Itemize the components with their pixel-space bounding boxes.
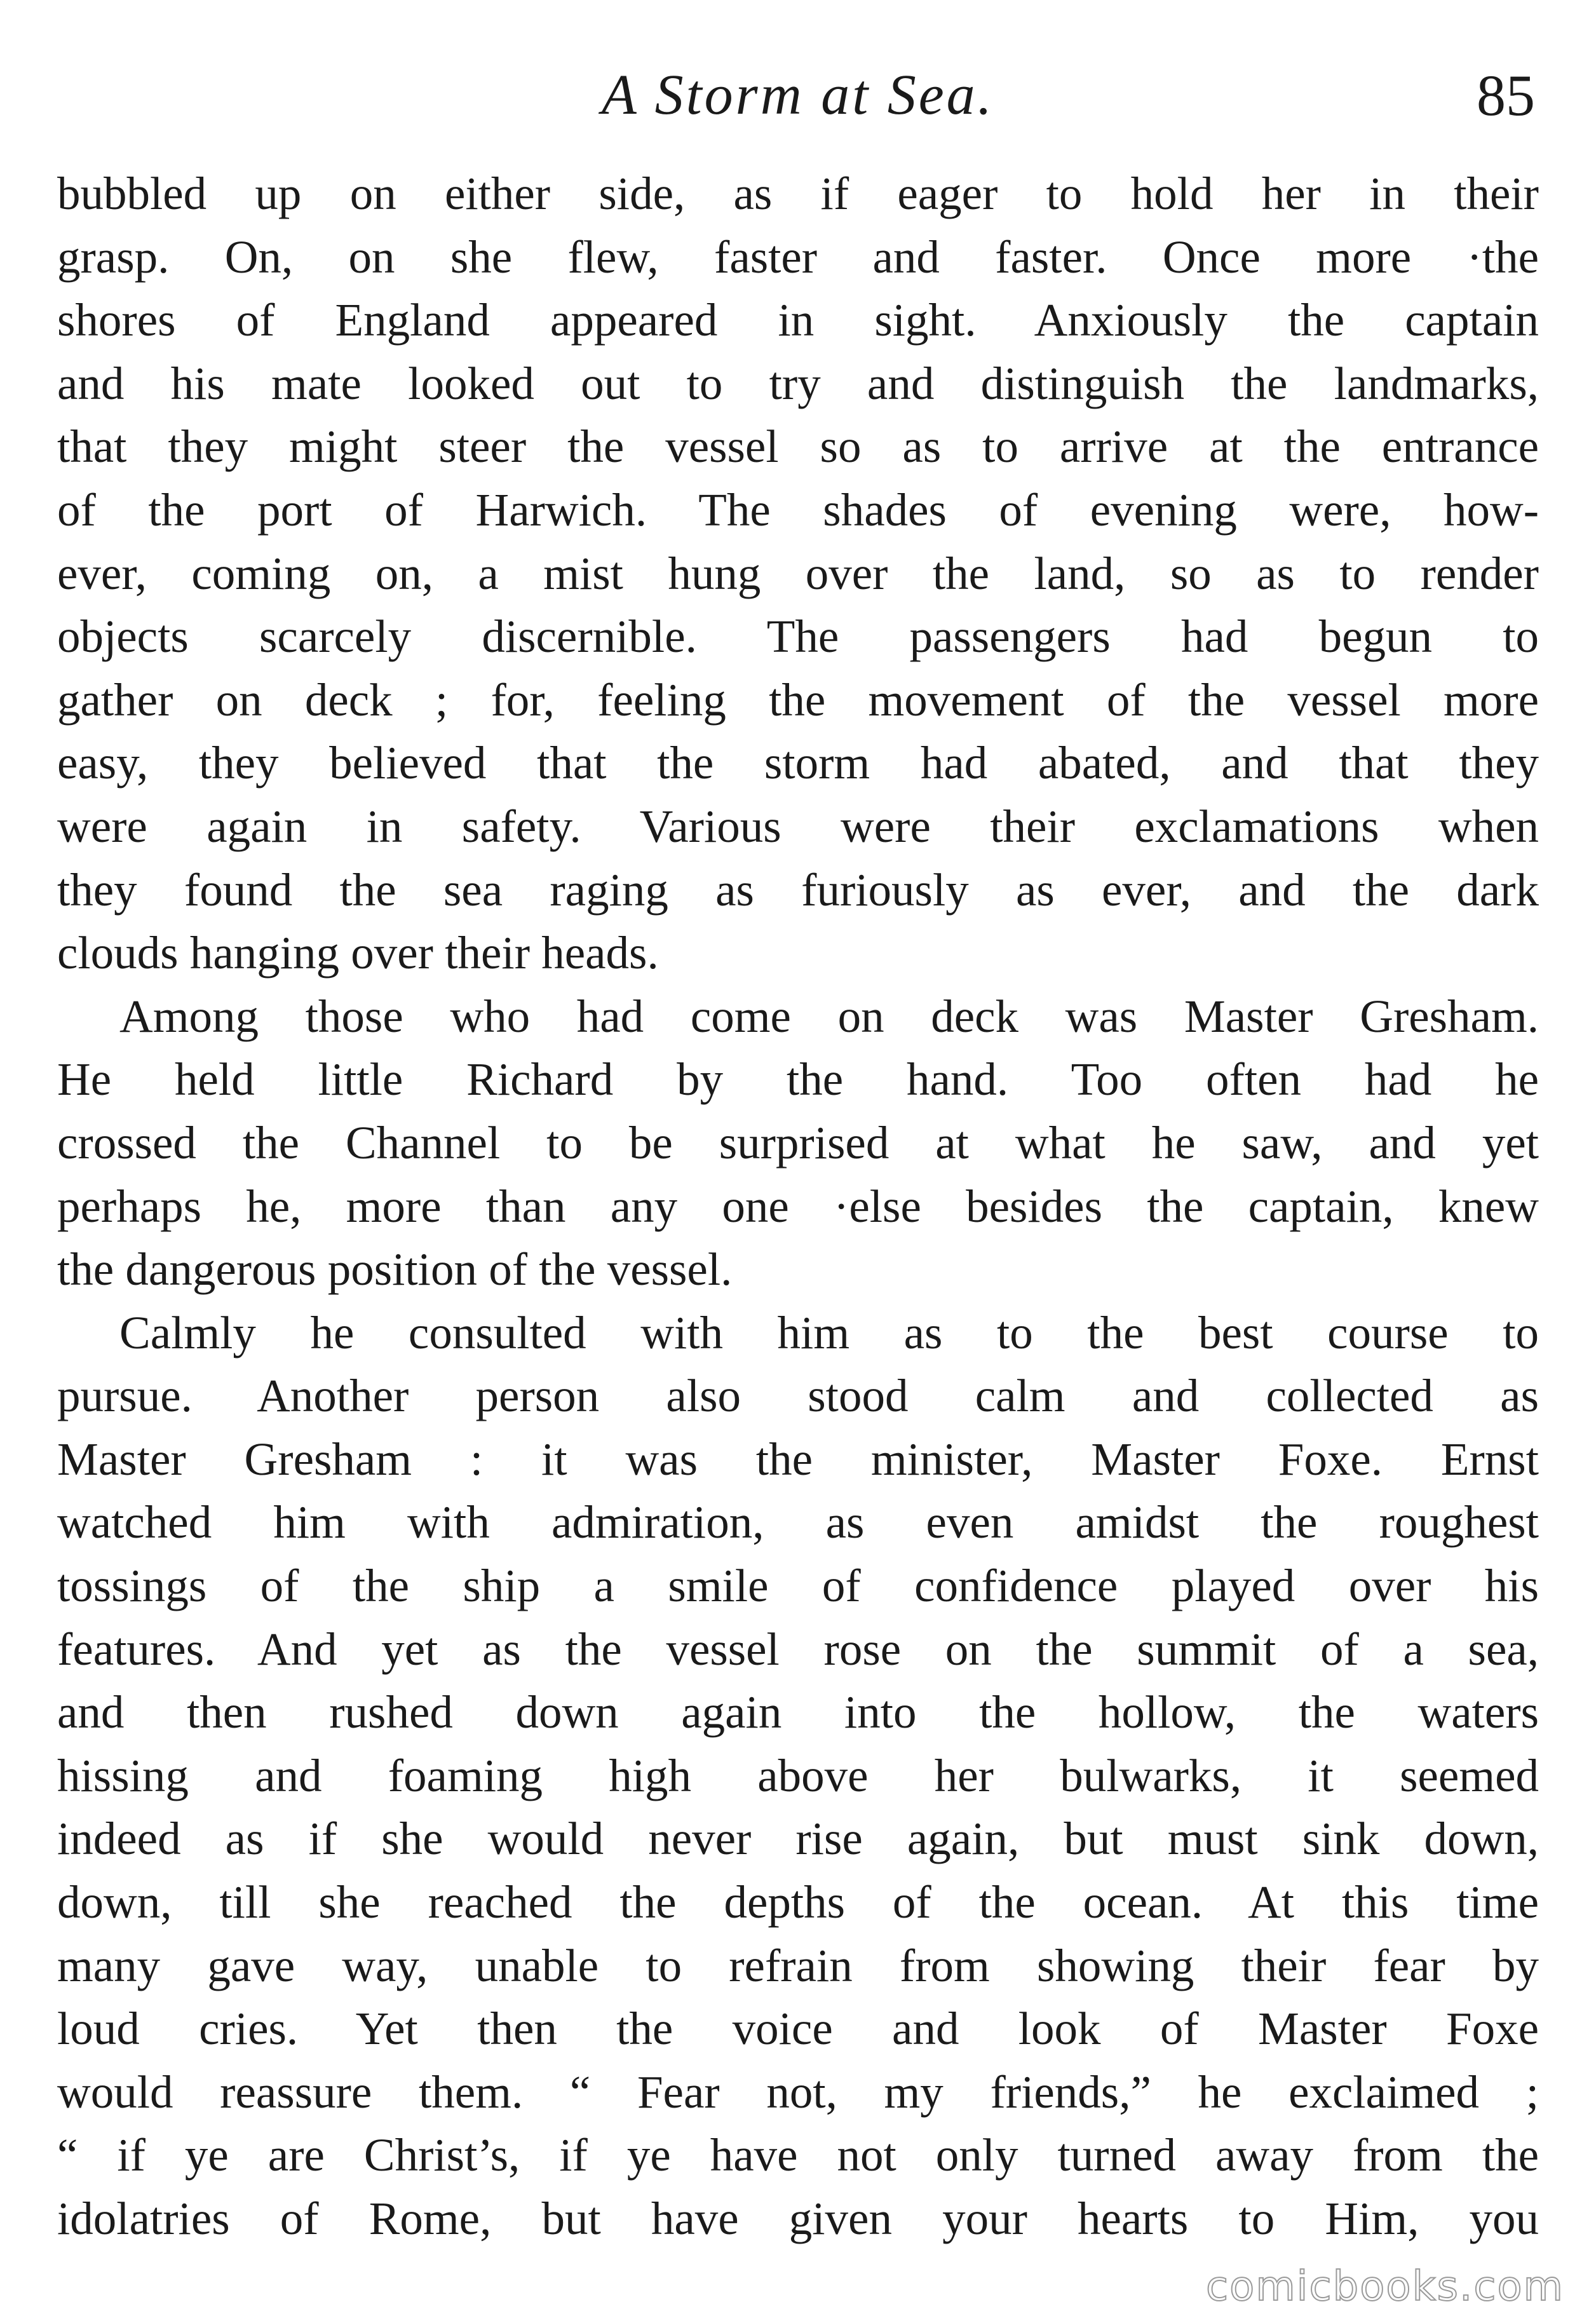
text-line: objects scarcely discernible. The passengers had begun to <box>57 611 1539 663</box>
text-line: and then rushed down again into the hollow, the waters <box>57 1686 1539 1738</box>
text-line: Among those who had come on deck was Master Gresham. <box>119 990 1539 1042</box>
page-number: 85 <box>1477 63 1535 128</box>
text-line: down, till she reached the depths of the ocean. At this time <box>57 1876 1539 1928</box>
text-line: features. And yet as the vessel rose on the summit of a sea, <box>57 1623 1539 1675</box>
text-line: bubbled up on either side, as if eager to hold her in their <box>57 168 1539 219</box>
watermark: comicbooks.com <box>1205 2263 1564 2310</box>
text-line: idolatries of Rome, but have given your hearts to Him, you <box>57 2193 1539 2244</box>
text-line: gather on deck ; for, feeling the movement of the vessel more <box>57 674 1539 726</box>
text-line: pursue. Another person also stood calm and collected as <box>57 1370 1539 1422</box>
text-line: that they might steer the vessel so as to arrive at the entrance <box>57 421 1539 473</box>
text-line: ever, coming on, a mist hung over the land, so as to render <box>57 547 1539 599</box>
text-line: Calmly he consulted with him as to the best course to <box>119 1306 1539 1358</box>
text-line: easy, they believed that the storm had abated, and that they <box>57 737 1539 789</box>
running-title: A Storm at Sea. <box>601 64 995 126</box>
text-line: the dangerous position of the vessel. <box>57 1243 733 1296</box>
text-line: were again in safety. Various were their exclamations when <box>57 800 1539 852</box>
text-line: clouds hanging over their heads. <box>57 927 659 979</box>
text-line: crossed the Channel to be surprised at what he saw, and yet <box>57 1116 1539 1168</box>
text-line: of the port of Harwich. The shades of evening were, how- <box>57 484 1539 536</box>
text-line: perhaps he, more than any one ·else besides the captain, knew <box>57 1180 1539 1232</box>
text-line: they found the sea raging as furiously as ever, and the dark <box>57 864 1539 916</box>
text-line: hissing and foaming high above her bulwarks, it seemed <box>57 1749 1539 1801</box>
text-line: indeed as if she would never rise again, but must sink down, <box>57 1813 1539 1865</box>
text-line: loud cries. Yet then the voice and look of Master Foxe <box>57 2003 1539 2055</box>
text-line: many gave way, unable to refrain from showing their fear by <box>57 1939 1539 1991</box>
text-line: would reassure them. “ Fear not, my friends,” he exclaimed ; <box>57 2066 1539 2118</box>
body-text <box>57 162 1539 2251</box>
text-line: and his mate looked out to try and distinguish the landmarks, <box>57 357 1539 409</box>
text-line: watched him with admiration, as even amidst the roughest <box>57 1496 1539 1548</box>
text-line: Master Gresham : it was the minister, Master Foxe. Ernst <box>57 1433 1539 1485</box>
page-header <box>0 60 1596 130</box>
text-line: He held little Richard by the hand. Too often had he <box>57 1053 1539 1106</box>
text-line: grasp. On, on she flew, faster and faster. Once more ·the <box>57 231 1539 283</box>
text-line: “ if ye are Christ’s, if ye have not only turned away from the <box>57 2129 1539 2181</box>
text-line: shores of England appeared in sight. Anxiously the captain <box>57 294 1539 346</box>
text-line: tossings of the ship a smile of confidence played over his <box>57 1560 1539 1612</box>
